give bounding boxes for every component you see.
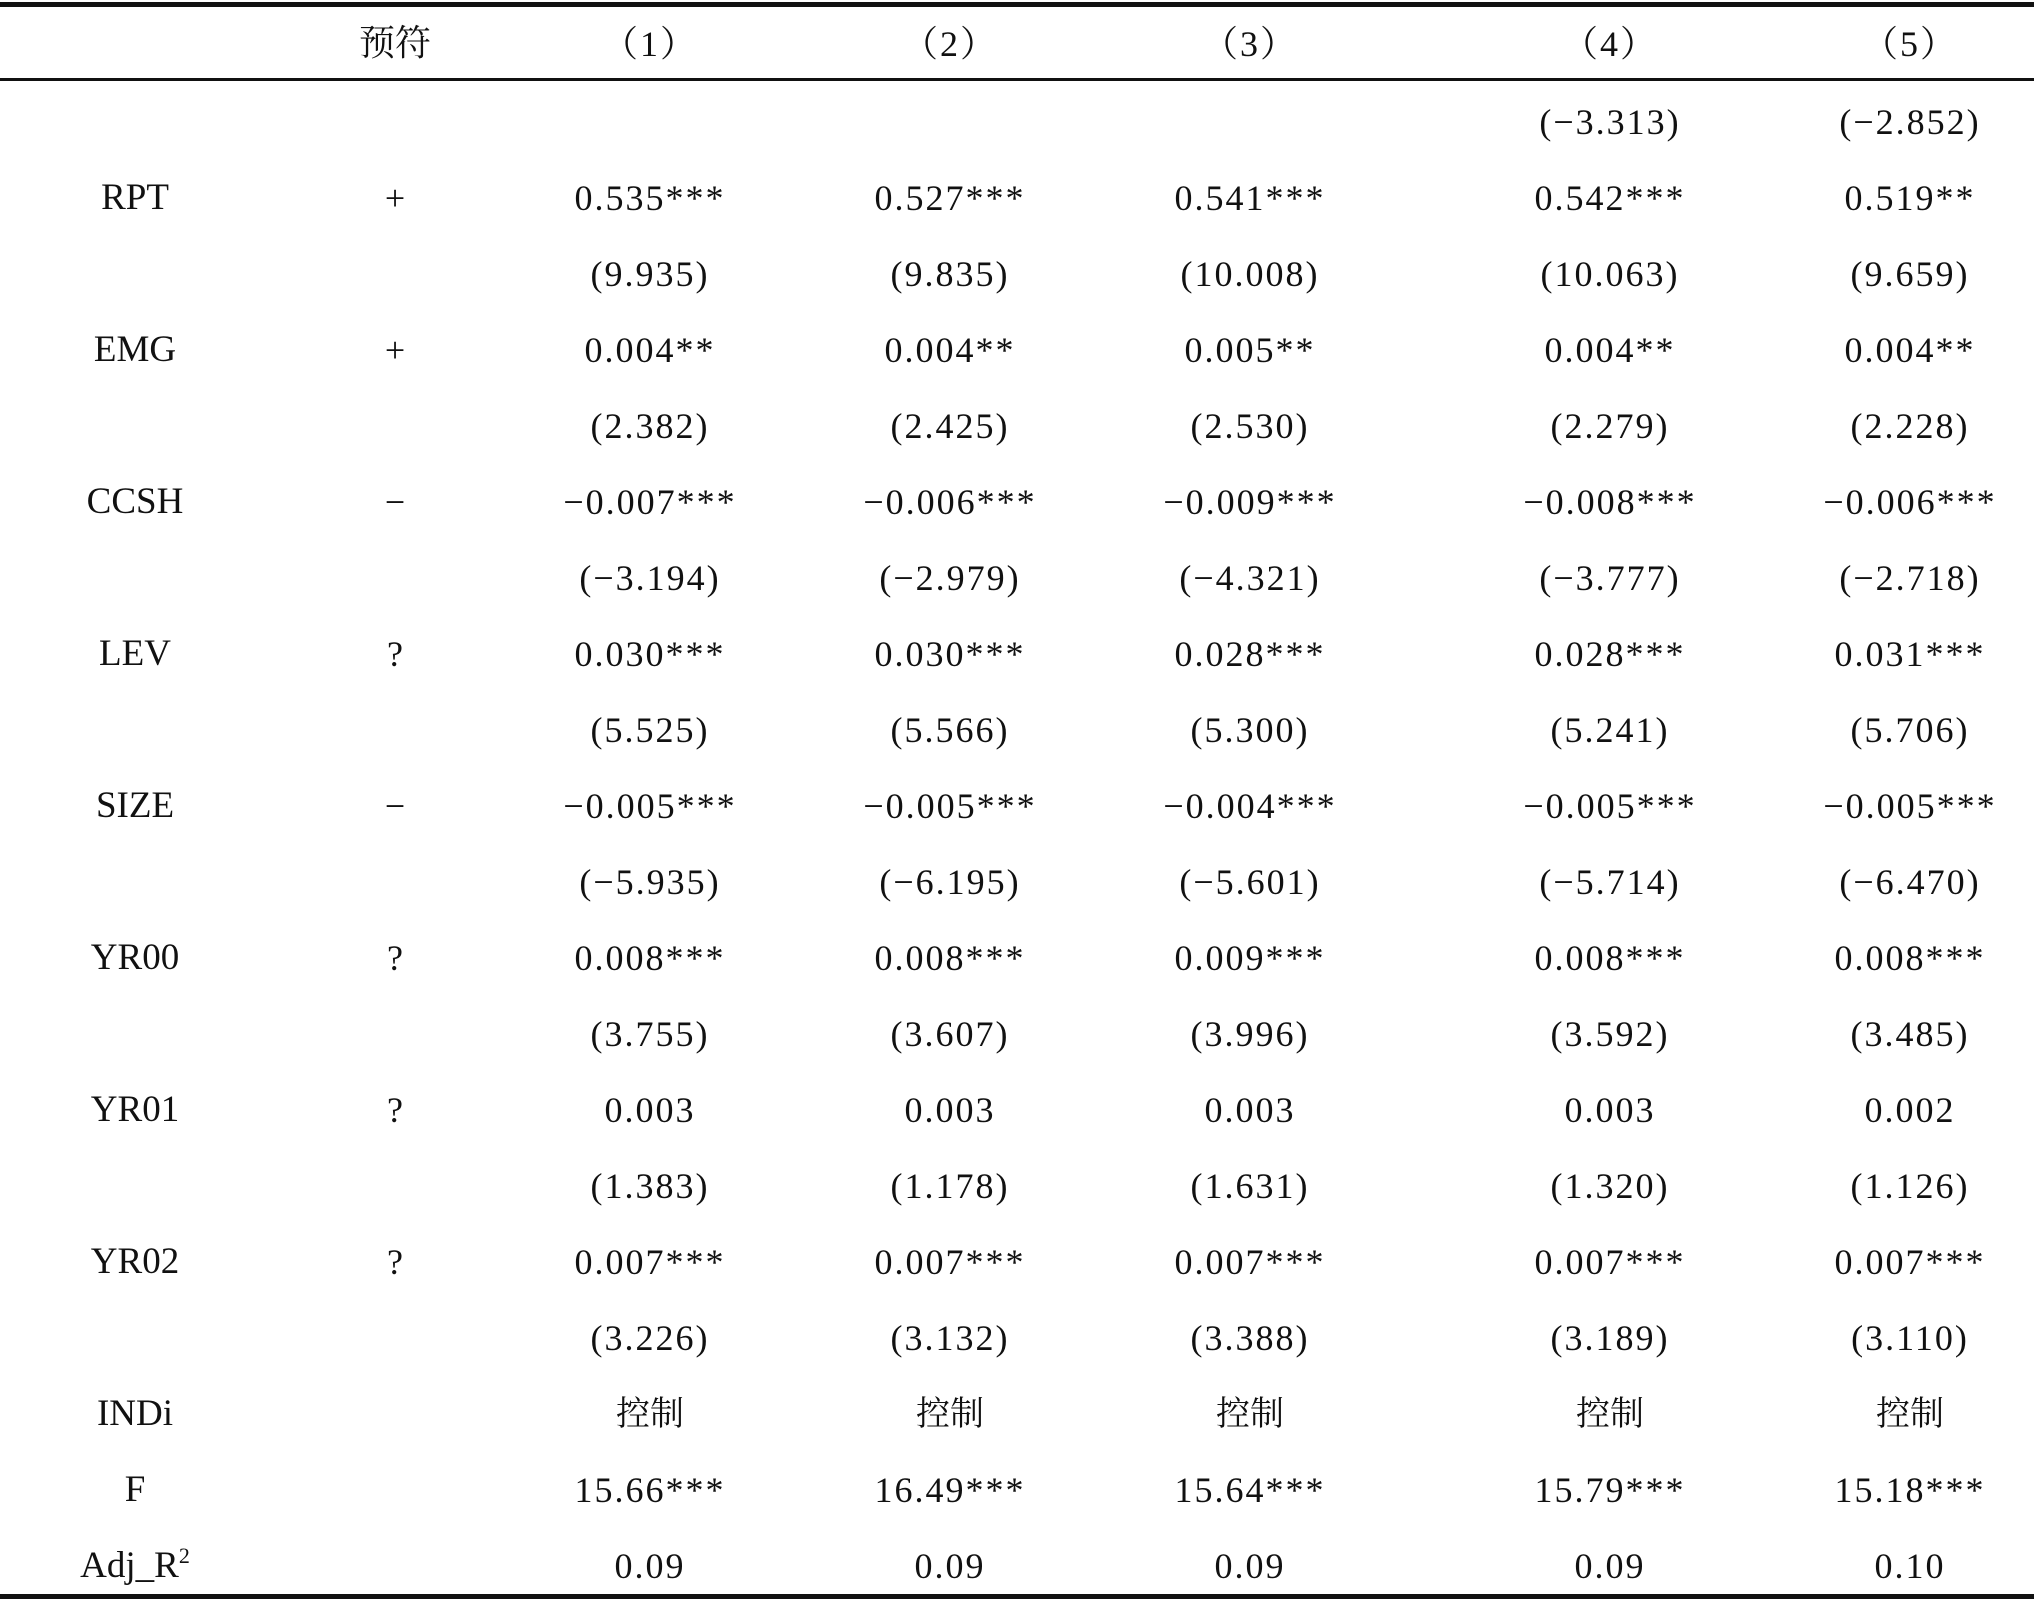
table-row xyxy=(0,1154,2034,1218)
cell-col-2: (3.607) xyxy=(890,1014,1010,1054)
cell-col-5: 0.031*** xyxy=(1834,634,1986,674)
cell-col-1: 0.007*** xyxy=(574,1242,726,1282)
header-variable xyxy=(0,12,270,76)
cell-col-1: (9.935) xyxy=(590,254,710,294)
header-col-2: （2） xyxy=(901,24,998,64)
cell-col-2: (5.566) xyxy=(890,710,1010,750)
cell-col-5: 0.004** xyxy=(1844,330,1976,370)
cell-col-1: (3.226) xyxy=(590,1318,710,1358)
cell-col-2 xyxy=(820,90,1080,154)
cell-col-3: (3.996) xyxy=(1190,1014,1310,1054)
cell-col-2: 0.030*** xyxy=(874,634,1026,674)
row-label-superscript: 2 xyxy=(178,1543,190,1568)
row-label xyxy=(0,1306,270,1370)
row-sign: ? xyxy=(387,938,403,978)
table-row xyxy=(0,774,2034,838)
cell-col-5: (9.659) xyxy=(1850,254,1970,294)
cell-col-4: 控制 xyxy=(1576,1394,1644,1434)
cell-col-2: (3.132) xyxy=(890,1318,1010,1358)
table-row xyxy=(0,318,2034,382)
table-header-rule xyxy=(0,78,2034,81)
row-sign xyxy=(300,1534,490,1598)
row-label: INDi xyxy=(96,1393,174,1434)
cell-col-3: 0.003 xyxy=(1204,1090,1296,1130)
row-sign xyxy=(300,90,490,154)
cell-col-2: −0.006*** xyxy=(863,482,1037,522)
row-sign: ? xyxy=(387,1242,403,1282)
table-header xyxy=(0,12,2034,76)
cell-col-2: 0.007*** xyxy=(874,1242,1026,1282)
row-label: CCSH xyxy=(86,481,184,522)
cell-col-2: −0.005*** xyxy=(863,786,1037,826)
cell-col-4: 15.79*** xyxy=(1534,1470,1686,1510)
cell-col-5: 0.002 xyxy=(1864,1090,1956,1130)
table-row xyxy=(0,1230,2034,1294)
cell-col-4: 0.008*** xyxy=(1534,938,1686,978)
row-sign xyxy=(300,1002,490,1066)
cell-col-3: 控制 xyxy=(1216,1394,1284,1434)
row-sign xyxy=(300,242,490,306)
table-row xyxy=(0,1382,2034,1446)
cell-col-2: 0.527*** xyxy=(874,178,1026,218)
cell-col-4: −0.008*** xyxy=(1523,482,1697,522)
cell-col-2: 0.008*** xyxy=(874,938,1026,978)
row-label: F xyxy=(124,1469,146,1510)
cell-col-3: 0.028*** xyxy=(1174,634,1326,674)
cell-col-5: (3.110) xyxy=(1851,1318,1969,1358)
cell-col-2: (2.425) xyxy=(890,406,1010,446)
table-row xyxy=(0,242,2034,306)
cell-col-4: 0.09 xyxy=(1574,1546,1646,1586)
row-label xyxy=(0,698,270,762)
row-label xyxy=(0,546,270,610)
cell-col-4: 0.542*** xyxy=(1534,178,1686,218)
row-label xyxy=(0,850,270,914)
row-label: YR02 xyxy=(90,1241,180,1282)
cell-col-5: −0.006*** xyxy=(1823,482,1997,522)
row-sign: ? xyxy=(387,634,403,674)
cell-col-3: (2.530) xyxy=(1190,406,1310,446)
row-label-text: Adj_R xyxy=(80,1545,179,1586)
cell-col-2: 控制 xyxy=(916,1394,984,1434)
cell-col-2: 0.09 xyxy=(914,1546,986,1586)
cell-col-1: 0.004** xyxy=(584,330,716,370)
cell-col-3: (10.008) xyxy=(1180,254,1320,294)
cell-col-4: (−3.777) xyxy=(1539,558,1681,598)
cell-col-3: (−5.601) xyxy=(1179,862,1321,902)
cell-col-1: 控制 xyxy=(616,1394,684,1434)
cell-col-3: 0.541*** xyxy=(1174,178,1326,218)
table-row xyxy=(0,1078,2034,1142)
cell-col-2: (9.835) xyxy=(890,254,1010,294)
table-row xyxy=(0,1306,2034,1370)
cell-col-1: (2.382) xyxy=(590,406,710,446)
row-label xyxy=(0,394,270,458)
cell-col-4: (2.279) xyxy=(1550,406,1670,446)
table-row xyxy=(0,470,2034,534)
cell-col-4: (−3.313) xyxy=(1539,102,1681,142)
row-sign xyxy=(300,546,490,610)
row-label xyxy=(0,242,270,306)
cell-col-4: (5.241) xyxy=(1550,710,1670,750)
cell-col-3: (5.300) xyxy=(1190,710,1310,750)
cell-col-3: −0.004*** xyxy=(1163,786,1337,826)
cell-col-4: (1.320) xyxy=(1550,1166,1670,1206)
row-label-adj-r2 xyxy=(0,1534,270,1598)
cell-col-2: 0.004** xyxy=(884,330,1016,370)
cell-col-5: (−2.852) xyxy=(1839,102,1981,142)
table-row xyxy=(0,90,2034,154)
cell-col-1: −0.005*** xyxy=(563,786,737,826)
row-sign xyxy=(300,698,490,762)
cell-col-2: (−6.195) xyxy=(879,862,1021,902)
row-sign: − xyxy=(384,482,406,522)
row-sign xyxy=(300,850,490,914)
cell-col-5: (1.126) xyxy=(1850,1166,1970,1206)
cell-col-1: 0.09 xyxy=(614,1546,686,1586)
cell-col-2: 0.003 xyxy=(904,1090,996,1130)
row-sign: + xyxy=(384,330,406,370)
cell-col-3: −0.009*** xyxy=(1163,482,1337,522)
cell-col-2: (1.178) xyxy=(890,1166,1010,1206)
cell-col-1: 0.008*** xyxy=(574,938,726,978)
row-label xyxy=(0,1154,270,1218)
table-row xyxy=(0,394,2034,458)
cell-col-5: (−2.718) xyxy=(1839,558,1981,598)
table-bottom-rule xyxy=(0,1594,2034,1599)
cell-col-2: (−2.979) xyxy=(879,558,1021,598)
cell-col-4: 0.028*** xyxy=(1534,634,1686,674)
row-label: SIZE xyxy=(95,785,175,826)
cell-col-1: (1.383) xyxy=(590,1166,710,1206)
cell-col-3 xyxy=(1120,90,1380,154)
table-row xyxy=(0,1002,2034,1066)
header-expected-sign: 预符 xyxy=(358,23,431,64)
row-label: YR00 xyxy=(90,937,180,978)
cell-col-5: 15.18*** xyxy=(1834,1470,1986,1510)
cell-col-1: 0.535*** xyxy=(574,178,726,218)
cell-col-4: (−5.714) xyxy=(1539,862,1681,902)
header-col-3: （3） xyxy=(1201,24,1298,64)
row-sign xyxy=(300,1154,490,1218)
cell-col-1: 15.66*** xyxy=(574,1470,726,1510)
row-sign: ? xyxy=(387,1090,403,1130)
table-row xyxy=(0,622,2034,686)
row-label xyxy=(0,90,270,154)
header-col-4: （4） xyxy=(1561,24,1658,64)
table-row xyxy=(0,1458,2034,1522)
cell-col-1: −0.007*** xyxy=(563,482,737,522)
cell-col-4: (3.189) xyxy=(1550,1318,1670,1358)
table-row xyxy=(0,1534,2034,1598)
cell-col-3: 0.007*** xyxy=(1174,1242,1326,1282)
cell-col-1: (−3.194) xyxy=(579,558,721,598)
row-sign xyxy=(300,1382,490,1446)
cell-col-4: −0.005*** xyxy=(1523,786,1697,826)
table-top-rule xyxy=(0,2,2034,7)
cell-col-5: (−6.470) xyxy=(1839,862,1981,902)
cell-col-1: (−5.935) xyxy=(579,862,721,902)
table-row xyxy=(0,926,2034,990)
cell-col-4: (3.592) xyxy=(1550,1014,1670,1054)
cell-col-3: (1.631) xyxy=(1190,1166,1310,1206)
cell-col-1: (3.755) xyxy=(590,1014,710,1054)
cell-col-2: 16.49*** xyxy=(874,1470,1026,1510)
cell-col-1: (5.525) xyxy=(590,710,710,750)
cell-col-5: 0.519** xyxy=(1844,178,1976,218)
cell-col-3: (3.388) xyxy=(1190,1318,1310,1358)
row-label xyxy=(0,1002,270,1066)
cell-col-3: 0.005** xyxy=(1184,330,1316,370)
cell-col-4: (10.063) xyxy=(1540,254,1680,294)
cell-col-3: 15.64*** xyxy=(1174,1470,1326,1510)
cell-col-4: 0.007*** xyxy=(1534,1242,1686,1282)
cell-col-1: 0.003 xyxy=(604,1090,696,1130)
table-row xyxy=(0,166,2034,230)
table-row xyxy=(0,850,2034,914)
cell-col-3: (−4.321) xyxy=(1179,558,1321,598)
cell-col-5: 0.10 xyxy=(1874,1546,1946,1586)
row-sign xyxy=(300,1306,490,1370)
cell-col-5: (2.228) xyxy=(1850,406,1970,446)
row-label: LEV xyxy=(99,633,171,674)
cell-col-4: 0.003 xyxy=(1564,1090,1656,1130)
row-sign xyxy=(300,394,490,458)
row-label: YR01 xyxy=(90,1089,180,1130)
row-sign: − xyxy=(384,786,406,826)
table-row xyxy=(0,698,2034,762)
cell-col-3: 0.09 xyxy=(1214,1546,1286,1586)
table-row xyxy=(0,546,2034,610)
cell-col-5: 控制 xyxy=(1876,1394,1944,1434)
cell-col-1: 0.030*** xyxy=(574,634,726,674)
cell-col-4: 0.004** xyxy=(1544,330,1676,370)
cell-col-1 xyxy=(520,90,780,154)
cell-col-5: 0.007*** xyxy=(1834,1242,1986,1282)
cell-col-3: 0.009*** xyxy=(1174,938,1326,978)
cell-col-5: (5.706) xyxy=(1850,710,1970,750)
cell-col-5: 0.008*** xyxy=(1834,938,1986,978)
header-col-1: （1） xyxy=(601,24,698,64)
cell-col-5: −0.005*** xyxy=(1823,786,1997,826)
row-label: EMG xyxy=(93,329,177,370)
cell-col-5: (3.485) xyxy=(1850,1014,1970,1054)
row-sign xyxy=(300,1458,490,1522)
row-sign: + xyxy=(384,178,406,218)
header-col-5: （5） xyxy=(1861,24,1958,64)
row-label: RPT xyxy=(101,177,169,218)
